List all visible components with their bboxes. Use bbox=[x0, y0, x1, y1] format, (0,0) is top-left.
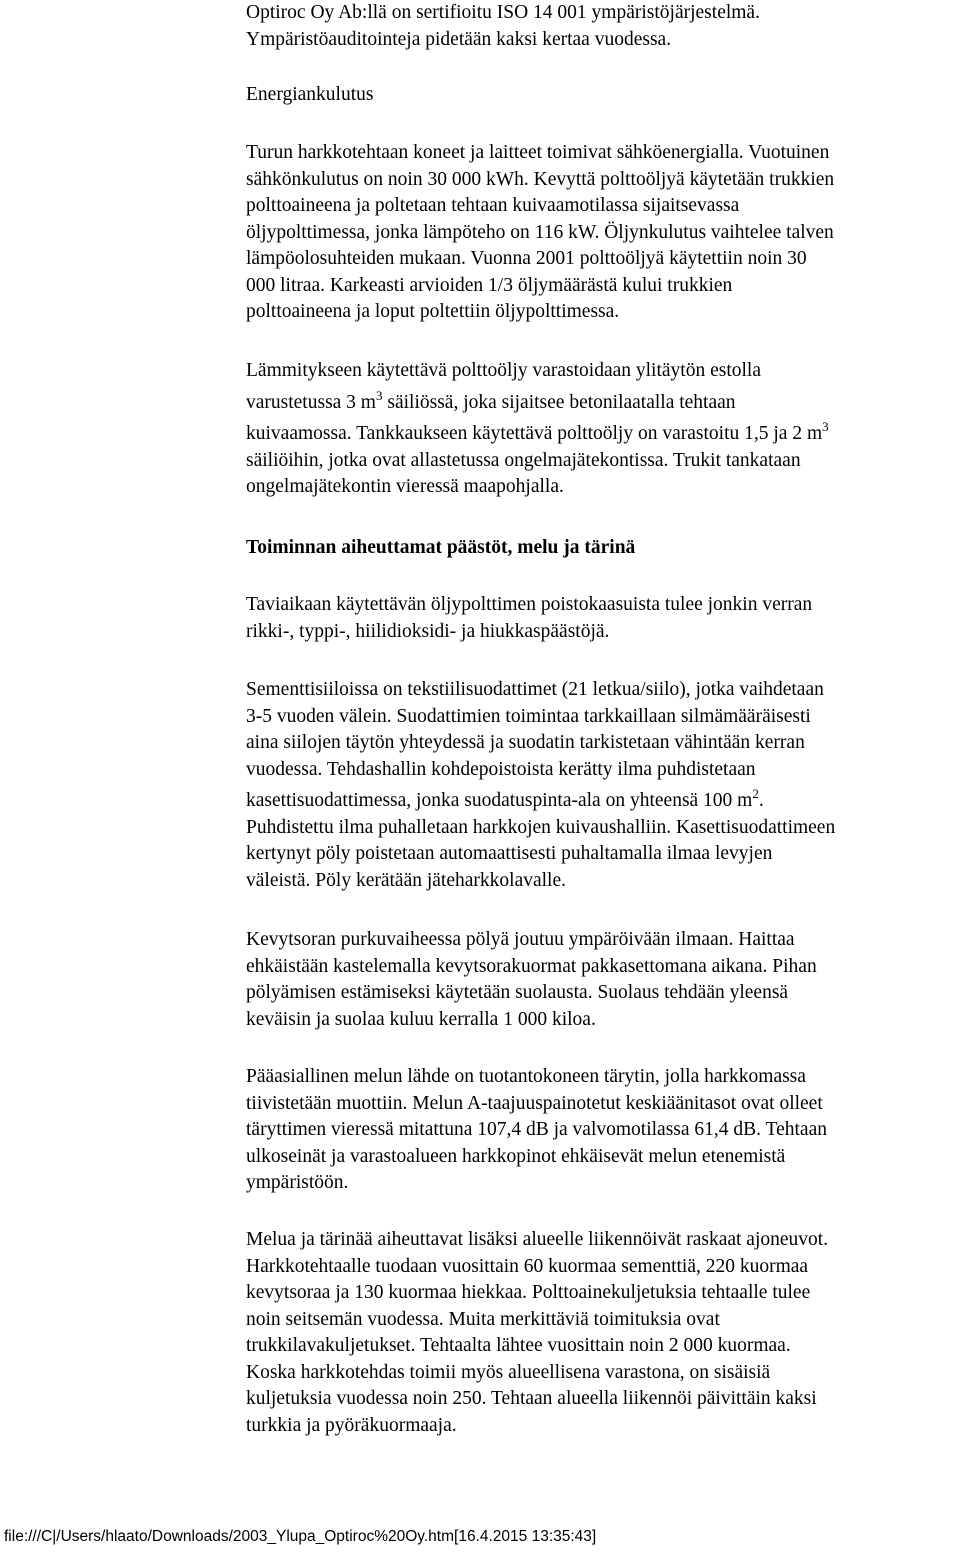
text-line: aina siilojen täytön yhteydessä ja suodatin tarkistetaan vähintään kerran bbox=[246, 732, 805, 753]
text-line: ympäristöön. bbox=[246, 1172, 349, 1193]
energy-paragraph-2 bbox=[246, 358, 958, 501]
text-line: säiliöihin, jotka ovat allastetussa ongelmajätekontissa. Trukit tankataan bbox=[246, 449, 801, 471]
text-line: Sementtisiiloissa on tekstiilisuodattimet (21 letkua/siilo), jotka vaihdetaan bbox=[246, 679, 824, 700]
text-line: pölyämisen estämiseksi käytetään suolausta. Suolaus tehdään yleensä bbox=[246, 982, 789, 1003]
text-line: kertynyt pöly poistetaan automaattisesti puhaltamalla ilmaa levyjen bbox=[246, 843, 773, 864]
emissions-paragraph-5 bbox=[246, 1227, 958, 1439]
emissions-paragraph-2 bbox=[246, 677, 958, 894]
text-line: Melua ja tärinää aiheuttavat lisäksi alueelle liikennöivät raskaat ajoneuvot. bbox=[246, 1229, 829, 1250]
text-line: polttoaineena ja loput poltettiin öljypolttimessa. bbox=[246, 301, 620, 322]
text-line: 000 litraa. Karkeasti arvioiden 1/3 öljymäärästä kului trukkien bbox=[246, 274, 733, 296]
section-heading-energy: Energiankulutus bbox=[246, 84, 374, 105]
text-line: ehkäistään kastelemalla kevytsorakuormat pakkasettomana aikana. Pihan bbox=[246, 955, 817, 977]
text-line: Pääasiallinen melun lähde on tuotantokoneen tärytin, jolla harkkomassa bbox=[246, 1066, 806, 1087]
text-line: kasettisuodattimessa, jonka suodatuspinta-ala on yhteensä 100 $m^2$. bbox=[246, 786, 764, 811]
text-line: kuivaamossa. Tankkaukseen käytettävä polttoöljy on varastoitu 1,5 ja 2 $m^3$ bbox=[246, 419, 829, 444]
intro-paragraph bbox=[246, 0, 958, 53]
text-line: Taviaikaan käytettävän öljypolttimen poistokaasuista tulee jonkin verran bbox=[246, 594, 813, 615]
text-line: noin seitsemän vuodessa. Muita merkittäviä toimituksia ovat bbox=[246, 1308, 720, 1330]
text-line: Turun harkkotehtaan koneet ja laitteet toimivat sähköenergialla. Vuotuinen bbox=[246, 142, 830, 163]
text-line: rikki-, typpi-, hiilidioksidi- ja hiukkaspäästöjä. bbox=[246, 620, 610, 642]
text-line: Optiroc Oy Ab:llä on sertifioitu ISO 14 001 ympäristöjärjestelmä. bbox=[246, 2, 760, 23]
text-line: vuodessa. Tehdashallin kohdepoistoista kerätty ilma puhdistetaan bbox=[246, 758, 756, 780]
text-line: Koska harkkotehdas toimii myös alueellisena varastona, on sisäisiä bbox=[246, 1361, 771, 1383]
text-line: varustetussa 3 $m^3$ säiliössä, joka sijaitsee betonilaatalla tehtaan bbox=[246, 387, 736, 413]
energy-paragraph-1 bbox=[246, 140, 958, 326]
text-line: Ympäristöauditointeja pidetään kaksi kertaa vuodessa. bbox=[246, 28, 672, 50]
text-line: turkkia ja pyöräkuormaaja. bbox=[246, 1414, 457, 1436]
text-line: kevytsoraa ja 130 kuormaa hiekkaa. Polttoainekuljetuksia tehtaalle tulee bbox=[246, 1282, 811, 1303]
text-line: Kevytsoran purkuvaiheessa pölyä joutuu ympäröivään ilmaan. Haittaa bbox=[246, 929, 795, 950]
text-line: 3-5 vuoden välein. Suodattimien toimintaa tarkkaillaan silmämääräisesti bbox=[246, 705, 811, 727]
emissions-paragraph-4 bbox=[246, 1064, 958, 1197]
text-line: sähkönkulutus on noin 30 000 kWh. Kevyttä polttoöljyä käytetään trukkien bbox=[246, 168, 835, 190]
text-line: väleistä. Pöly kerätään jäteharkkolavalle. bbox=[246, 869, 566, 891]
text-line: polttoaineena ja poltetaan tehtaan kuivaamotilassa sijaitsevassa bbox=[246, 195, 740, 216]
text-line: Harkkotehtaalle tuodaan vuosittain 60 kuormaa sementtiä, 220 kuormaa bbox=[246, 1255, 809, 1277]
text-line: Puhdistettu ilma puhalletaan harkkojen kuivaushalliin. Kasettisuodattimeen bbox=[246, 816, 836, 838]
text-line: täryttimen vieressä mitattuna 107,4 dB ja valvomotilassa 61,4 dB. Tehtaan bbox=[246, 1119, 827, 1140]
text-line: tiivistetään muottiin. Melun A-taajuuspainotetut keskiäänitasot ovat olleet bbox=[246, 1092, 823, 1114]
text-line: ulkoseinät ja varastoalueen harkkopinot ehkäisevät melun etenemistä bbox=[246, 1145, 786, 1167]
text-line: ongelmajätekontin vieressä maapohjalla. bbox=[246, 476, 564, 497]
text-line: lämpöolosuhteiden mukaan. Vuonna 2001 polttoöljyä käytettiin noin 30 bbox=[246, 248, 807, 269]
emissions-paragraph-3 bbox=[246, 927, 958, 1033]
emissions-paragraph-1 bbox=[246, 592, 958, 645]
text-line: kuljetuksia vuodessa noin 250. Tehtaan alueella liikennöi päivittäin kaksi bbox=[246, 1388, 817, 1409]
text-line: öljypolttimessa, jonka lämpöteho on 116 kW. Öljynkulutus vaihtelee talven bbox=[246, 221, 834, 243]
text-line: trukkilavakuljetukset. Tehtaalta lähtee vuosittain noin 2 000 kuormaa. bbox=[246, 1335, 791, 1356]
print-footer-file-path: file:///C|/Users/hlaato/Downloads/2003_Ylupa_Optiroc%20Oy.htm[16.4.2015 13:35:43] bbox=[4, 1528, 597, 1545]
section-heading-emissions: Toiminnan aiheuttamat päästöt, melu ja tärinä bbox=[246, 537, 636, 558]
text-line: Lämmitykseen käytettävä polttoöljy varastoidaan ylitäytön estolla bbox=[246, 360, 761, 381]
text-line: keväisin ja suolaa kuluu kerralla 1 000 kiloa. bbox=[246, 1008, 596, 1030]
